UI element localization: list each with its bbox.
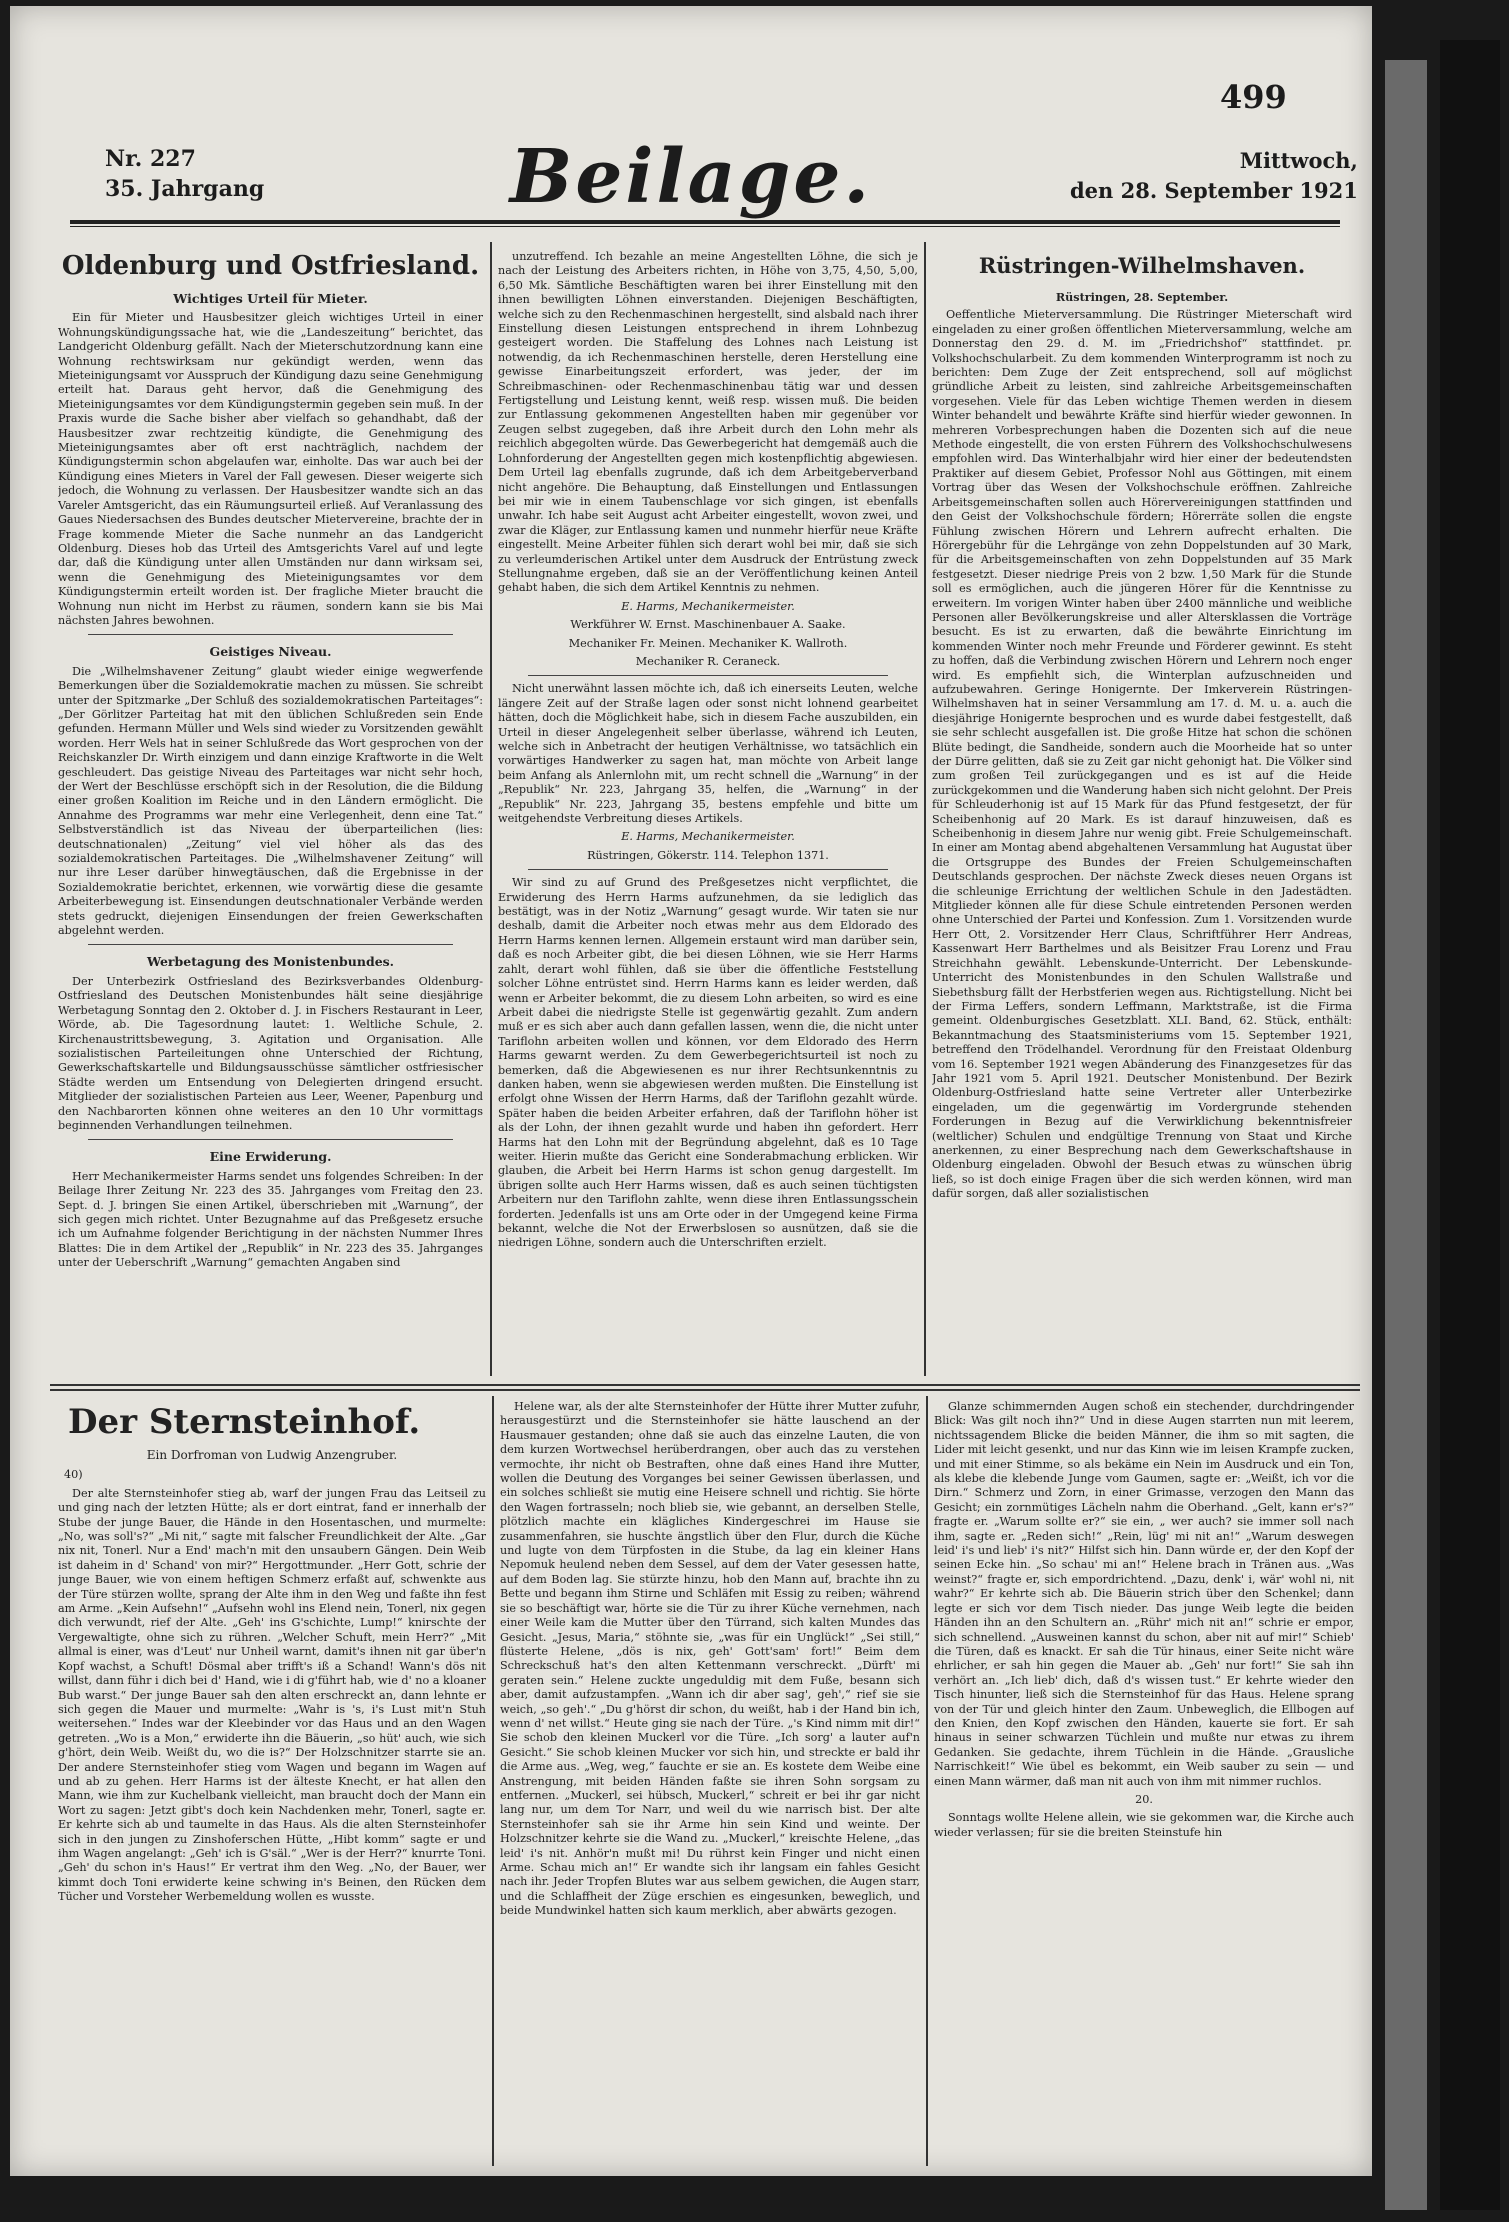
column-erwiderung xyxy=(498,250,918,1376)
page-number: 499 xyxy=(1220,78,1287,116)
dateline: Rüstringen, 28. September. xyxy=(1055,290,1229,304)
serial-text: Glanze schimmernden Augen schoß ein stechender, durchdringender Blick: Was gilt noch ihn?“ Und in diese Augen starrten nun mit leerem, nichtssagendem Blicke die beiden Männer, die ihm so mit sagten, die Lider mit leicht gesenkt, und nur das Kinn wie im leisen Krampfe zucken, und mit einer Stimme, so als bekäme ein Nein im Ausdruck und ein Ton, als klebe die klebende Junge vom Gaumen, sagte er: „Weißt, ich vor die Dirn.“ Schmerz und Zorn, in einer Grimasse, verzogen den Mann das Gesicht; ein zornmütiges Lächeln nahm die Oberhand. „Gelt, kann er's?“ fragte er. „Warum sollte er?“ sie ein, „ wer auch? sie immer soll nach ihm, sagte er. „Reden sich!“ „Rein, lüg' mi nit an!“ „Warum deswegen leid' i's und lieb' i's nit?“ Hilfst sich hin. Dann würde er, der den Kopf der seinen Ecke hin. „So schau' mi an!“ Helene brach in Tränen aus. „Was weinst?“ fragte er, sich empordrichtend. „Dazu, denk' i, wär' wohl ni, nit wahr?“ Er kehrte sich ab. Die Bäuerin strich über den Schenkel; dann legte er sich vor dem Tisch nieder. Das junge Weib legte die beiden Händen ihn an den Schultern an. „Rühr' mich nit an!“ schrie er empor, sich schnellend. „Ausweinen kannst du schon, aber nit auf mir!“ Schieb' die Türen, daß es knackt. Er sah die Tür hinaus, einer Seite nicht wäre ehrlicher, er sah hin gegen die Mauer ab. „Geh' nur fort!“ Sie sah ihn verhört an. „Ich lieb' dich, daß d's wissen tust.“ Er kehrte wieder den Tisch hinunter, ließ sich die Sternsteinhof für das Haus. Helene sprang von der Tür und gleich hinter den Zaum. Unbeweglich, die Ellbogen auf den Knien, den Kopf zwischen den Händen, kauerte sie fort. Er sah hinaus in seiner schwarzen Tüchlein und mußte nur etwas zu ihrem Gedanken. Sie gedachte, ihrem Tüchlein in die Hände. „Grausliche Narrischkeit!“ Wie übel es bekommt, ein Weib sauber zu sein — und einen Mann wärmer, daß man nit auch von ihm mit nimmer ruchlos. xyxy=(934,1400,1354,1788)
divider xyxy=(88,944,453,945)
column-separator xyxy=(492,1396,494,2166)
article-text: Nicht unerwähnt lassen möchte ich, daß ich einerseits Leuten, welche längere Zeit auf der Straße lagen oder sonst nicht lohnend gearbeitet hätten, doch die Möglichkeit habe, sich in diesem Fache auszubilden, ein Urteil in dieser Angelegenheit selber überlasse, während ich Leuten, welche sich in Anbetracht der heutigen Verhältnisse, wo tatsächlich ein vorwärtiges Handwerker zu sagen hat, man möchte von Arbeit lange beim Anfang als Anlernlohn mit, um recht schnell die „Warnung“ in der „Republik“ Nr. 223, Jahrgang 35, helfen, die „Warnung“ in der „Republik“ Nr. 223, Jahrgang 35, bestens empfehle und bitte um weitgehendste Verbreitung dieses Artikels. xyxy=(498,682,918,826)
date: den 28. September 1921 xyxy=(1070,178,1358,203)
serial-title: Der Sternsteinhof. xyxy=(68,1402,421,1442)
signature: Mechaniker R. Ceraneck. xyxy=(635,654,781,668)
section-heading-ruestringen: Rüstringen-Wilhelmshaven. xyxy=(978,253,1306,278)
serial-text: Sonntags wollte Helene allein, wie sie gekommen war, die Kirche auch wieder verlassen; für sie die breiten Steinstufe hin xyxy=(934,1811,1354,1839)
column-oldenburg xyxy=(58,246,483,1376)
serial-column-2 xyxy=(500,1400,920,2160)
article-heading: Wichtiges Urteil für Mieter. xyxy=(173,291,368,306)
serial-column-3 xyxy=(934,1400,1354,2160)
masthead-rule-thin xyxy=(70,226,1340,227)
section-heading-oldenburg: Oldenburg und Ostfriesland. xyxy=(61,251,480,281)
serial-column-1 xyxy=(58,1398,486,2158)
column-separator xyxy=(924,242,926,1376)
masthead-rule xyxy=(70,220,1340,224)
address: Rüstringen, Gökerstr. 114. Telephon 1371. xyxy=(587,848,829,862)
signature: E. Harms, Mechanikermeister. xyxy=(621,599,795,613)
column-separator xyxy=(926,1396,928,2166)
serial-text: Der alte Sternsteinhofer stieg ab, warf der jungen Frau das Leitseil zu und ging nach der letzten Hütte; als er dort eintrat, fand er innerhalb der Stube der junge Bauer, die Hände in den Hosentaschen, und murmelte: „No, was soll's?“ „Mi nit,“ sagte mit falscher Freundlichkeit der Alte. „Gar nix nit, Tonerl. Nur a End' mach'n mit den unsaubern Gängen. Dein Weib ist daheim in d' Schand' von mir?“ Hergottmunder. „Herr Gott, schrie der junge Bauer, wie von einem heftigen Schmerz erfaßt auf, schwenkte aus der Türe stürzen wollte, sprang der Alte ihm in den Weg und faßte ihn fest am Arme. „Kein Aufsehn!“ „Aufsehn wohl ins Elend nein, Tonerl, nix gegen dich verwundt, rief der Alte. „Geh' ins G'schichte, Lump!“ knirschte der Vergewaltigte, ohne sich zu rühren. „Welcher Schuft, mein Herr?“ „Mit allmal is einer, was d'Leut' nur Unheil warnt, damit's ihnen nit gar über'n Kopf wachst, a Schuft! Dösmal aber trifft's iß a Schand! Wann's dös nit willst, dann führ i dich bei d' Hand, wie i di g'führt hab, wie d' no a kloaner Bub warst.“ Der junge Bauer sah den alten erschreckt an, dann lehnte er sich gegen die Mauer und murmelte: „Wahr is 's, i's Lust mit'n Stuh weitersehen.“ Indes war der Kleebinder vor das Haus und an den Wagen getreten. „Wo is a Mon,“ erwiderte ihn die Bäuerin, „so hüt' auch, wie sich g'hört, dein Weib. Weißt du, wo die is?“ Der Holzschnitzer starrte sie an. Der andere Sternsteinhofer stieg vom Wagen und begann im Wagen auf und ab zu gehen. Herr Harms ist der älteste Knecht, er hat allen den Mann, wie ihm zur Kuchelbank vielleicht, man braucht doch der Mann ein Wort zu sagen: Jetzt gibt's doch kein Nachdenken mehr, Tonerl, sagte er. Er kehrte sich ab und taumelte in das Haus. Als die alten Sternsteinhofer sich in den jungen zu Zinshoferschen Hütte, „Hibt komm“ sagte er und ihm Wagen angelangt: „Geh' ich is G'säl.“ „Wer is der Herr?“ knurrte Toni. „Geh' du schon in's Haus!“ Er vertrat ihm den Weg. „No, der Bauer, wer kimmt doch Toni erwiderte keine schwing in's Beinen, den Rücken dem Tücher und Vorsteher Werbemeldung wollen es wusste. xyxy=(58,1486,486,1904)
divider xyxy=(528,869,888,870)
serial-subtitle: Ein Dorfroman von Ludwig Anzengruber. xyxy=(146,1448,398,1462)
feuilleton-rule xyxy=(50,1384,1360,1386)
issue-number: Nr. 227 xyxy=(105,146,196,172)
masthead-title: Beilage. xyxy=(509,134,873,220)
divider xyxy=(88,634,453,635)
article-text: Der Unterbezirk Ostfriesland des Bezirksverbandes Oldenburg-Ostfriesland des Deutschen Monistenbundes hält seine diesjährige Werbetagung Sonntag den 2. Oktober d. J. in Fischers Restaurant in Leer, Wörde, ab. Die Tagesordnung lautet: 1. Weltliche Schule, 2. Kirchenaustrittsbewegung, 3. Agitation und Organisation. Alle sozialistischen Parteileitungen ohne Unterschied der Richtung, Gewerkschaftskartelle und Bildungsausschüsse sämtlicher ostfriesischer Städte werden um Entsendung von Delegierten dringend ersucht. Mitglieder der sozialistischen Parteien aus Leer, Weener, Papenburg und den Nachbarorten können ohne weiteres an den 10 Uhr vormittags beginnenden Verhandlungen teilnehmen. xyxy=(58,974,483,1132)
signature: Werkführer W. Ernst. Maschinenbauer A. Saake. xyxy=(570,618,846,632)
serial-text: Helene war, als der alte Sternsteinhofer der Hütte ihrer Mutter zufuhr, herausgestürzt und die Sternsteinhofer sie hätte lauschend an der Hausmauer gestanden; ohne daß sie auch das einzelne Lauten, die von dem kurzen Wortwechsel herüberdrangen, ober auch das zu verstehen vermochte, ihr nicht ob Bestraften, ohne daß eines Hand ihre Mutter, wollen die Deutung des Vorganges bei seiner Gewissen überlassen, und ein solches schließt sie mutig eine Heisere schnell und richtig. Sie hörte den Wagen fortrasseln; noch blieb sie, wie gebannt, an derselben Stelle, plötzlich machte ein klägliches Kindergeschrei im Hause sie zusammenfahren, sie huschte ängstlich über den Flur, durch die Küche und lugte von dem Türpfosten in die Stube, da lag ein kleiner Hans Nepomuk heulend neben dem Sessel, auf dem der Vater gesessen hatte, auf dem Boden lag. Sie stürzte hinzu, hob den Mann auf, brachte ihn zu Bette und begann ihm Stirne und Schläfen mit Essig zu reiben; während sie so beschäftigt war, hörte sie die Tür zu ihrer Küche vernehmen, nach einer Weile kam die Mutter über den Türrand, sich kalten Mundes das Gesicht. „Jesus, Maria,“ stöhnte sie, „was für ein Unglück!“ „Sei still,“ flüsterte Helene, „dös is nix, geh' Gott'sam' fort!“ Beim dem Schreckschuß hat's den alten Kettenmann verschreckt. „Dürft' mi geraten sein.“ Helene zuckte ungeduldig mit dem Fuße, besann sich aber, damit aufzustampfen. „Wann ich dir aber sag', geh',“ rief sie sie weich, „so geh'.“ „Du g'hörst dir schon, du weißt, hab i der Hand bin ich, wenn d' net willst.“ Heute ging sie nach der Türe. „'s Kind nimm mit dir!“ Sie schob den kleinen Muckerl vor die Türe. „Ich sorg' a lauter auf'n Gesicht.“ Sie schob kleinen Mucker vor sich hin, und streckte er bald ihr die Arme aus. „Weg, weg,“ fauchte er sie an. Es kostete dem Weibe eine Anstrengung, mit beiden Händen faßte sie ihren Sohn sorgsam zu entfernen. „Muckerl, sei hübsch, Muckerl,“ schreit er bei ihr gar nicht lang nur, um dem Tor Narr, und weil du wie narrisch bist. Der alte Sternsteinhofer sah sie ihr Arme hin sein Kind und weinte. Der Holzschnitzer kehrte sie die Wand zu. „Muckerl,“ kreischte Helene, „das leid' i's nit. Anhör'n mußt mi! Du rührst kein Finger und nicht einen Arme. Schau mich an!“ Er wandte sich ihr langsam ein fahles Gesicht nach ihr. Jeder Tropfen Blutes war aus selbem gewichen, die Augen starr, und die Schlaffheit der Züge erschien es eingesunken, beweglich, und beide Mundwinkel hatten sich kaum merklich, aber abwärts gezogen. xyxy=(500,1400,920,1918)
serial-part-number: 20. xyxy=(1135,1792,1153,1806)
article-text: Oeffentliche Mieterversammlung. Die Rüstringer Mieterschaft wird eingeladen zu einer großen öffentlichen Mieterversammlung, welche am Donnerstag den 29. d. M. im „Friedrichshof“ stattfindet. pr. Volkshochschularbeit. Zu dem kommenden Winterprogramm ist noch zu berichten: Dem Zuge der Zeit entsprechend, soll auf möglichst gründliche Arbeit zu leisten, sind zahlreiche Arbeitsgemeinschaften vorgesehen. Viele für das Leben wichtige Themen werden in diesem Winter behandelt und bewährte Kräfte sind hierfür wieder gewonnen. In mehreren Vorbesprechungen haben die Dozenten sich auf die neue Methode eingestellt, die von ersten Führern des Volkshochschulwesens empfohlen wird. Das Winterhalbjahr wird hier einer der bedeutendsten Praktiker auf diesem Gebiet, Professor Nohl aus Göttingen, mit einem Vortrag über das Wesen der Volkshochschule eröffnen. Zahlreiche Arbeitsgemeinschaften sollen auch Hörervereinigungen stattfinden und den Geist der Volkshochschule fördern; Hörerräte sollen die engste Fühlung zwischen Hörern und Lehrern aufrecht erhalten. Die Hörergebühr für die Lehrgänge von zehn Doppelstunden auf 30 Mark, für die Arbeitsgemeinschaften von zehn Doppelstunden auf 35 Mark festgesetzt. Dieser niedrige Preis von 2 bzw. 1,50 Mark für die Stunde soll es ermöglichen, auch die jüngeren Hörer für die Kenntnisse zu erweitern. Im vorigen Winter haben über 2400 männliche und weibliche Personen aller Bevölkerungskreise und aller Altersklassen die Vorträge besucht. Es ist zu erwarten, daß die bewährte Einrichtung im kommenden Winter noch mehr Freunde und Förderer gewinnt. Es steht zu hoffen, daß die Verbindung zwischen Hörern und Lehrern noch enger wird. Es empfiehlt sich, die Winterplan aufzuschneiden und aufzubewahren. Geringe Honigernte. Der Imkerverein Rüstringen-Wilhelmshaven hat in seiner Versammlung am 17. d. M. u. a. auch die diesjährige Honigernte besprochen und es wurde dabei festgestellt, daß sie sehr schlecht ausgefallen ist. Die große Hitze hat schon die schönen Blüte bedingt, die Sandheide, sondern auch die Moorheide hat so unter der Dürre gelitten, daß sie zu Zeit gar nicht gehonigt hat. Die Völker sind zum großen Teil zurückgegangen und es ist auf die Heide zurückgekommen und die Wanderung haben sich nicht gelohnt. Der Preis für Schleuderhonig ist auf 15 Mark für das Pfund festgesetzt, der für Scheibenhonig auf 20 Mark. Es ist darauf hinzuweisen, daß es Scheibenhonig in diesem Jahre nur wenig gibt. Freie Schulgemeinschaft. In einer am Montag abend abgehaltenen Versammlung hat Augustat über die Ortsgruppe des Bundes der Freien Schulgemeinschaften Deutschlands gesprochen. Der nächste Zweck dieses neuen Organs ist die schleunige Errichtung der weltlichen Schule in den Jadestädten. Mitglieder können alle für diese Schule eintretenden Personen werden ohne Unterschied der Partei und Konfession. Zum 1. Vorsitzenden wurde Herr Ott, 2. Vorsitzender Herr Claus, Schriftführer Herr Andreas, Kassenwart Herr Barthelmes und als Beisitzer Frau Lorenz und Frau Streichhahn gewählt. Lebenskunde-Unterricht. Der Lebenskunde-Unterricht des Monistenbundes in den Schulen Wallstraße und Siebethsburg fällt der Herbstferien wegen aus. Richtigstellung. Nicht bei der Firma Leffers, sondern Leffmann, Marktstraße, ist die Firma gemeint. Oldenburgisches Gesetzblatt. XLI. Band, 62. Stück, enthält: Bekanntmachung des Staatsministeriums vom 15. September 1921, betreffend den Trödelhandel. Verordnung für den Freistaat Oldenburg vom 16. September 1921 wegen Abänderung des Finanzgesetzes für das Jahr 1921 vom 5. April 1921. Deutscher Monistenbund. Der Bezirk Oldenburg-Ostfriesland hatte seine Vertreter aller Unterbezirke eingeladen, um die gegenwärtig im Vordergrunde stehenden Forderungen in Bezug auf die Verwirklichung bekenntnisfreier (weltlicher) Schulen und endgültige Trennung von Staat und Kirche anerkennen, zu einer Besprechung nach dem Gewerkschaftshause in Oldenburg eingeladen. Obwohl der Besuch etwas zu wünschen übrig ließ, so ist doch einige Fragen über die sich werden können, wird man dafür sorgen, daß aller sozialistischen xyxy=(932,308,1352,1201)
newspaper-page xyxy=(10,6,1372,2176)
scan-dark-edge xyxy=(1440,40,1500,2210)
article-text: unzutreffend. Ich bezahle an meine Angestellten Löhne, die sich je nach der Leistung des Arbeiters richten, in Höhe von 3,75, 4,50, 5,00, 6,50 Mk. Sämtliche Beschäftigten waren bei ihrer Einstellung mit den ihnen bewilligten Löhnen einverstanden. Diejenigen Beschäftigten, welche sich zu den Rechenmaschinen hergestellt, sind alsbald nach ihrer Einstellung diesen Leistungen entsprechend in ihrem Lohnbezug gesteigert worden. Die Staffelung des Lohnes nach Leistung ist notwendig, da ich Rechenmaschinen herstelle, deren Herstellung eine gewisse Einarbeitungszeit erfordert, was jeder, der im Schreibmaschinen- oder Rechenmaschinenbau tätig war und dessen Fertigstellung und Leistung kennt, weiß resp. wissen muß. Die beiden zur Entlassung gekommenen Angestellten haben mir gegenüber vor Zeugen selbst zugegeben, daß ihre Arbeit durch den Lohn mehr als reichlich abgegolten würde. Das Gewerbegericht hat demgemäß auch die Lohnforderung der Angestellten gegen mich kostenpflichtig abgewiesen. Dem Urteil lag ebenfalls zugrunde, daß ich dem Arbeitgeberverband nicht angehöre. Die Behauptung, daß Einstellungen und Entlassungen bei mir wie in einem Taubenschlage vor sich gingen, ist ebenfalls unwahr. Ich habe seit August acht Arbeiter eingestellt, wovon zwei, und zwar die Kläger, zur Entlassung kamen und nunmehr hierfür neue Kräfte eingestellt. Meine Arbeiter fühlen sich derart wohl bei mir, daß sie sich zu verleumderischen Artikel unter dem Ausdruck der Entrüstung zweck Stellungnahme ergeben, daß sie an der Veröffentlichung keinen Anteil gehabt haben, die sich dem Artikel Kenntnis zu nehmen. xyxy=(498,250,918,595)
column-ruestringen xyxy=(932,246,1352,1376)
weekday: Mittwoch, xyxy=(1239,148,1358,173)
issue-date xyxy=(1070,146,1358,206)
signature: E. Harms, Mechanikermeister. xyxy=(621,830,795,844)
article-heading: Eine Erwiderung. xyxy=(209,1149,332,1165)
article-heading: Werbetagung des Monistenbundes. xyxy=(146,954,395,970)
volume-label: 35. Jahrgang xyxy=(105,176,265,202)
scan-binding-strip xyxy=(1385,60,1427,2210)
divider xyxy=(528,675,888,676)
article-text: Wir sind zu auf Grund des Preßgesetzes nicht verpflichtet, die Erwiderung des Herrn Harms aufzunehmen, da sie lediglich das bestätigt, was in der Notiz „Warnung“ gesagt wurde. Wir taten sie nur deshalb, damit die Arbeiter noch etwas mehr aus dem Eldorado des Herrn Harms kennen lernen. Allgemein erstaunt wird man darüber sein, daß es noch Arbeiter gibt, die bei diesen Löhnen, wie sie Herr Harms zahlt, derart wohl fühlen, daß sie über die öffentliche Feststellung solcher Löhne entrüstet sind. Herrn Harms kann es leider werden, daß wenn er Arbeiter bekommt, die zu diesem Lohn arbeiten, so wird es eine Arbeit dabei die niedrigste Stelle ist gegenwärtig gezahlt. Zum andern muß er es sich aber auch dann gefallen lassen, wenn die, die nicht unter Tariflohn arbeiten wollen und können, vor dem Eldorado des Herrn Harms gewarnt werden. Zu dem Gewerbegerichtsurteil ist noch zu bemerken, daß die Abgewiesenen es nur ihrer Rechtsunkenntnis zu danken haben, wenn sie abgewiesen werden mußten. Die Einstellung ist erfolgt ohne Wissen der Herrn Harms, daß der Tariflohn gezahlt würde. Später haben die beiden Arbeiter erfahren, daß der Tariflohn höher ist als der Lohn, der ihnen gezahlt wurde und haben ihn gefordert. Herr Harms hat den Lohn mit der Begründung abgelehnt, daß es 10 Tage weiter. Hierin mußte das Gericht eine Sonderabmachung erblicken. Wir glauben, die Arbeit bei Herrn Harms ist schon genug dargestellt. Im übrigen sollte auch Herr Harms wissen, daß es auch seinen tüchtigsten Arbeitern nur den Tariflohn zahlte, wenn diese ihren Entlassungsschein forderten. Jedenfalls ist uns am Orte oder in der Umgegend keine Firma bekannt, welche die Not der Erwerbslosen so ausnützen, daß sie die niedrigen Löhne, sondern auch die Unterschriften erzielt. xyxy=(498,876,918,1250)
serial-installment: 40) xyxy=(64,1468,83,1482)
divider xyxy=(88,1139,453,1140)
article-text: Ein für Mieter und Hausbesitzer gleich wichtiges Urteil in einer Wohnungskündigungssache hat, wie die „Landeszeitung“ berichtet, das Landgericht Oldenburg gefällt. Nach der Mieterschutzordnung kann eine Wohnung rechtswirksam nur gekündigt werden, wenn das Mieteinigungsamt vor Ausspruch der Kündigung dazu seine Genehmigung erteilt hat. Daraus geht hervor, daß die Genehmigung des Mieteinigungsamtes vor dem Kündigungstermin gegeben sein muß. In der Praxis wurde die Sache bisher aber vielfach so gehandhabt, daß der Hausbesitzer zwar rechtzeitig kündigte, die Genehmigung des Mieteinigungsamtes aber oft erst nachträglich, nachdem der Kündigungstermin schon abgelaufen war, einholte. Das war auch bei der Kündigung eines Mieters in Varel der Fall gewesen. Dieser weigerte sich jedoch, die Wohnung zu verlassen. Der Hausbesitzer wandte sich an das Vareler Amtsgericht, das ein Räumungsurteil erließ. Auf Veranlassung des Gaues Niedersachsen des Bundes deutscher Mietervereine, brachte der in Frage kommende Mieter die Sache nunmehr an das Landgericht Oldenburg. Dieses hob das Urteil des Amtsgerichts Varel auf und legte dar, daß die Kündigung unter allen Umständen nur dann wirksam sei, wenn die Genehmigung des Mieteinigungsamtes vor dem Kündigungstermin erteilt worden ist. Der fragliche Mieter braucht die Wohnung nun nicht im Herbst zu räumen, sondern kann sie bis Mai nächsten Jahres bewohnen. xyxy=(58,311,483,627)
column-separator xyxy=(490,242,492,1376)
article-heading: Geistiges Niveau. xyxy=(209,644,332,660)
article-text: Die „Wilhelmshavener Zeitung“ glaubt wieder einige wegwerfende Bemerkungen über die Sozialdemokratie machen zu müssen. Sie schreibt unter der Spitzmarke „Der Schluß des sozialdemokratischen Parteitages“: „Der Görlitzer Parteitag hat mit den üblichen Schlußreden sein Ende gefunden. Hermann Müller und Wels sind wieder zu Vorsitzenden gewählt worden. Herr Wels hat in seiner Schlußrede das Wort gesprochen von der Reichskanzler Dr. Wirth einzigem und dann einzige Kraftworte in die Welt geschleudert. Das geistige Niveau des Parteitages war nicht sehr hoch, der Wert der Beschlüsse erschöpft sich in der Resolution, die die Bildung einer großen Koalition im Reiche und in den Ländern ermöglicht. Die Annahme des Programms war mehr eine Verlegenheit, denn eine Tat.“ Selbstverständlich ist das Niveau der überparteilichen (lies: deutschnationalen) „Zeitung“ viel viel höher als das des sozialdemokratischen Parteitages. Die „Wilhelmshavener Zeitung“ will nur ihre Leser darüber hinwegtäuschen, daß die Ergebnisse in der Sozialdemokratie berichtet, erkennen, wie vorwärtig diese die gesamte Arbeiterbewegung ist. Einsendungen deutschnationaler Verbände werden stets gedruckt, diejenigen Einsendungen der freien Gewerkschaften abgelehnt werden. xyxy=(58,664,483,938)
article-text: Herr Mechanikermeister Harms sendet uns folgendes Schreiben: In der Beilage Ihrer Zeitung Nr. 223 des 35. Jahrganges vom Freitag den 23. Sept. d. J. bringen Sie einen Artikel, überschrieben mit „Warnung“, der sich gegen mich richtet. Unter Bezugnahme auf das Preßgesetz ersuche ich um Aufnahme folgender Berichtigung in der nächsten Nummer Ihres Blattes: Die in dem Artikel der „Republik“ in Nr. 223 des 35. Jahrganges unter der Ueberschrift „Warnung“ gemachten Angaben sind xyxy=(58,1169,483,1270)
feuilleton-rule xyxy=(50,1389,1360,1391)
signature: Mechaniker Fr. Meinen. Mechaniker K. Wallroth. xyxy=(568,636,848,650)
